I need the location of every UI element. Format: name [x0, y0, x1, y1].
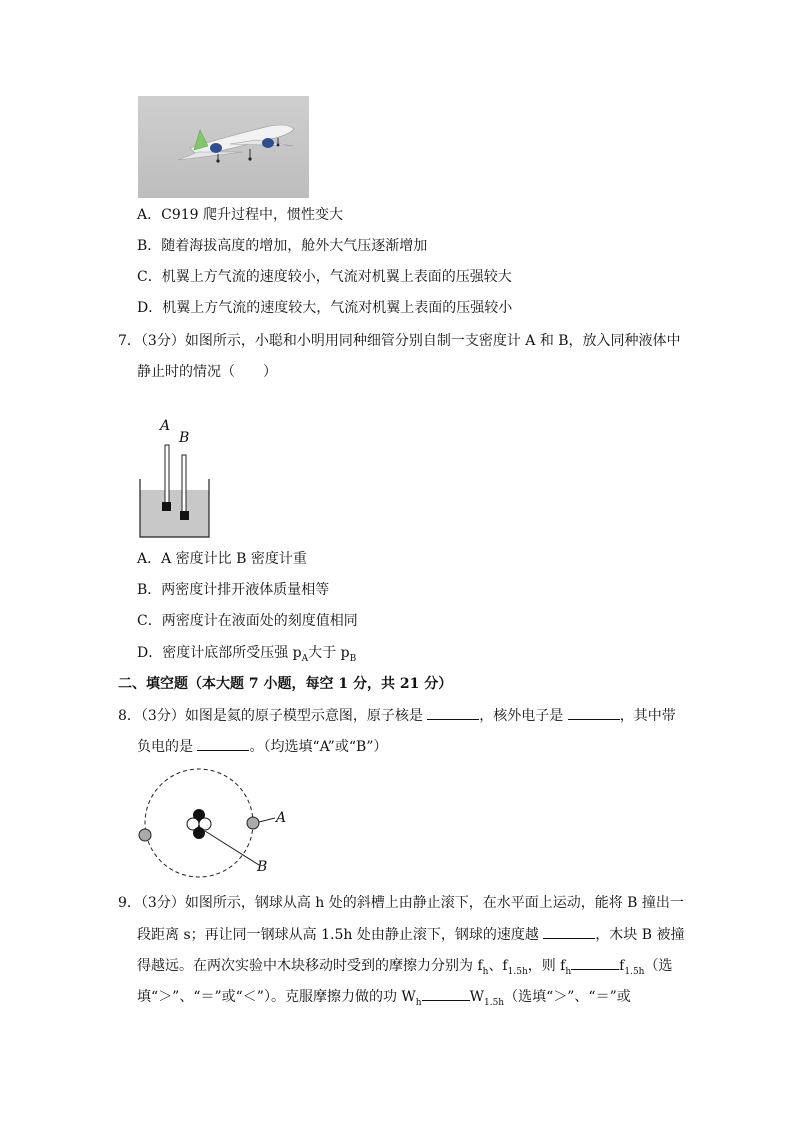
q8-blank-1[interactable]: [427, 705, 479, 720]
q7-option-b: B．两密度计排开液体质量相等: [137, 582, 330, 598]
q9-sub-15h-2: 1.5h: [624, 967, 645, 977]
q8-text-2b: 。（均选填“A”或“B”）: [249, 739, 388, 755]
q9-sub-15h: 1.5h: [507, 967, 528, 977]
q9-text-3d: f: [619, 958, 625, 974]
q8-text-1b: ，核外电子是: [479, 708, 564, 724]
q9-text-4a: 填“＞”、“＝”或“＜”）。克服摩擦力做的功 W: [137, 989, 416, 1005]
q9-stem-line1: 9．（3分）如图所示，钢球从高 h 处的斜槽上由静止滚下，在水平面上运动，能将 B 撞出一: [118, 895, 684, 911]
hydrometer-label-b: B: [179, 430, 190, 446]
q6-option-a: A．C919 爬升过程中，惯性变大: [137, 207, 343, 223]
q9-sub-h-2: h: [565, 967, 572, 977]
q8-blank-2[interactable]: [568, 705, 620, 720]
q9-text-4b: W: [469, 989, 484, 1005]
q9-text-3a: 得越远。在两次实验中木块移动时受到的摩擦力分别为 f: [137, 958, 483, 974]
q7-option-a: A．A 密度计比 B 密度计重: [137, 551, 307, 567]
q6-option-c: C．机翼上方气流的速度较小，气流对机翼上表面的压强较大: [137, 269, 512, 285]
q9-blank-3[interactable]: [422, 986, 470, 1001]
q9-blank-2[interactable]: [571, 955, 619, 970]
airplane-photo: [138, 96, 309, 198]
q7-option-d-mid: 大于 p: [308, 645, 350, 661]
q9-text-2b: ，木块 B 被撞: [595, 927, 685, 943]
q7-option-d-sub-b: B: [349, 654, 357, 664]
q6-option-d: D．机翼上方气流的速度较大，气流对机翼上表面的压强较小: [137, 300, 513, 316]
q9-text-3c: ，则 f: [527, 958, 566, 974]
q9-text-4c: （选填“＞”、“＝”或: [504, 989, 631, 1005]
q9-sub-15h-3: 1.5h: [483, 998, 505, 1008]
section-heading: 二、填空题（本大题 7 小题，每空 1 分，共 21 分）: [118, 676, 453, 692]
helium-atom-figure: [135, 765, 295, 880]
q9-blank-1[interactable]: [543, 924, 595, 939]
q8-stem-line1: [118, 705, 676, 726]
q9-stem-line4: [137, 986, 631, 1009]
hydrometer-figure: [135, 415, 215, 540]
q8-text-1c: ，其中带: [619, 708, 676, 724]
q6-option-b: B．随着海拔高度的增加，舱外大气压逐渐增加: [137, 238, 428, 254]
q7-option-c: C．两密度计在液面处的刻度值相同: [137, 613, 358, 629]
q7-stem-line2: 静止时的情况（ ）: [137, 364, 277, 380]
q8-stem-line2: [137, 736, 387, 757]
q8-text-1a: 8．（3分）如图是氦的原子模型示意图，原子核是: [118, 708, 423, 724]
q9-text-3b: 、f: [488, 958, 508, 974]
q7-stem-line1: 7．（3分）如图所示，小聪和小明用同种细管分别自制一支密度计 A 和 B，放入同种液体中: [118, 333, 681, 349]
q9-stem-line2: [137, 924, 684, 945]
atom-label-b: B: [257, 859, 268, 875]
atom-label-a: A: [276, 810, 287, 826]
q8-text-2a: 负电的是: [137, 739, 193, 755]
q7-option-d: [137, 643, 356, 665]
q9-text-3e: （选: [644, 958, 673, 974]
hydrometer-label-a: A: [160, 418, 171, 434]
q7-option-d-sub-a: A: [301, 654, 309, 664]
q9-sub-h-3: h: [415, 998, 422, 1008]
q9-stem-line3: [137, 955, 672, 978]
q7-option-d-prefix: D．密度计底部所受压强 p: [137, 645, 302, 661]
q9-text-2a: 段距离 s；再让同一钢球从高 1.5h 处由静止滚下，钢球的速度越: [137, 927, 539, 943]
q8-blank-3[interactable]: [197, 736, 249, 751]
q9-sub-h: h: [482, 967, 489, 977]
